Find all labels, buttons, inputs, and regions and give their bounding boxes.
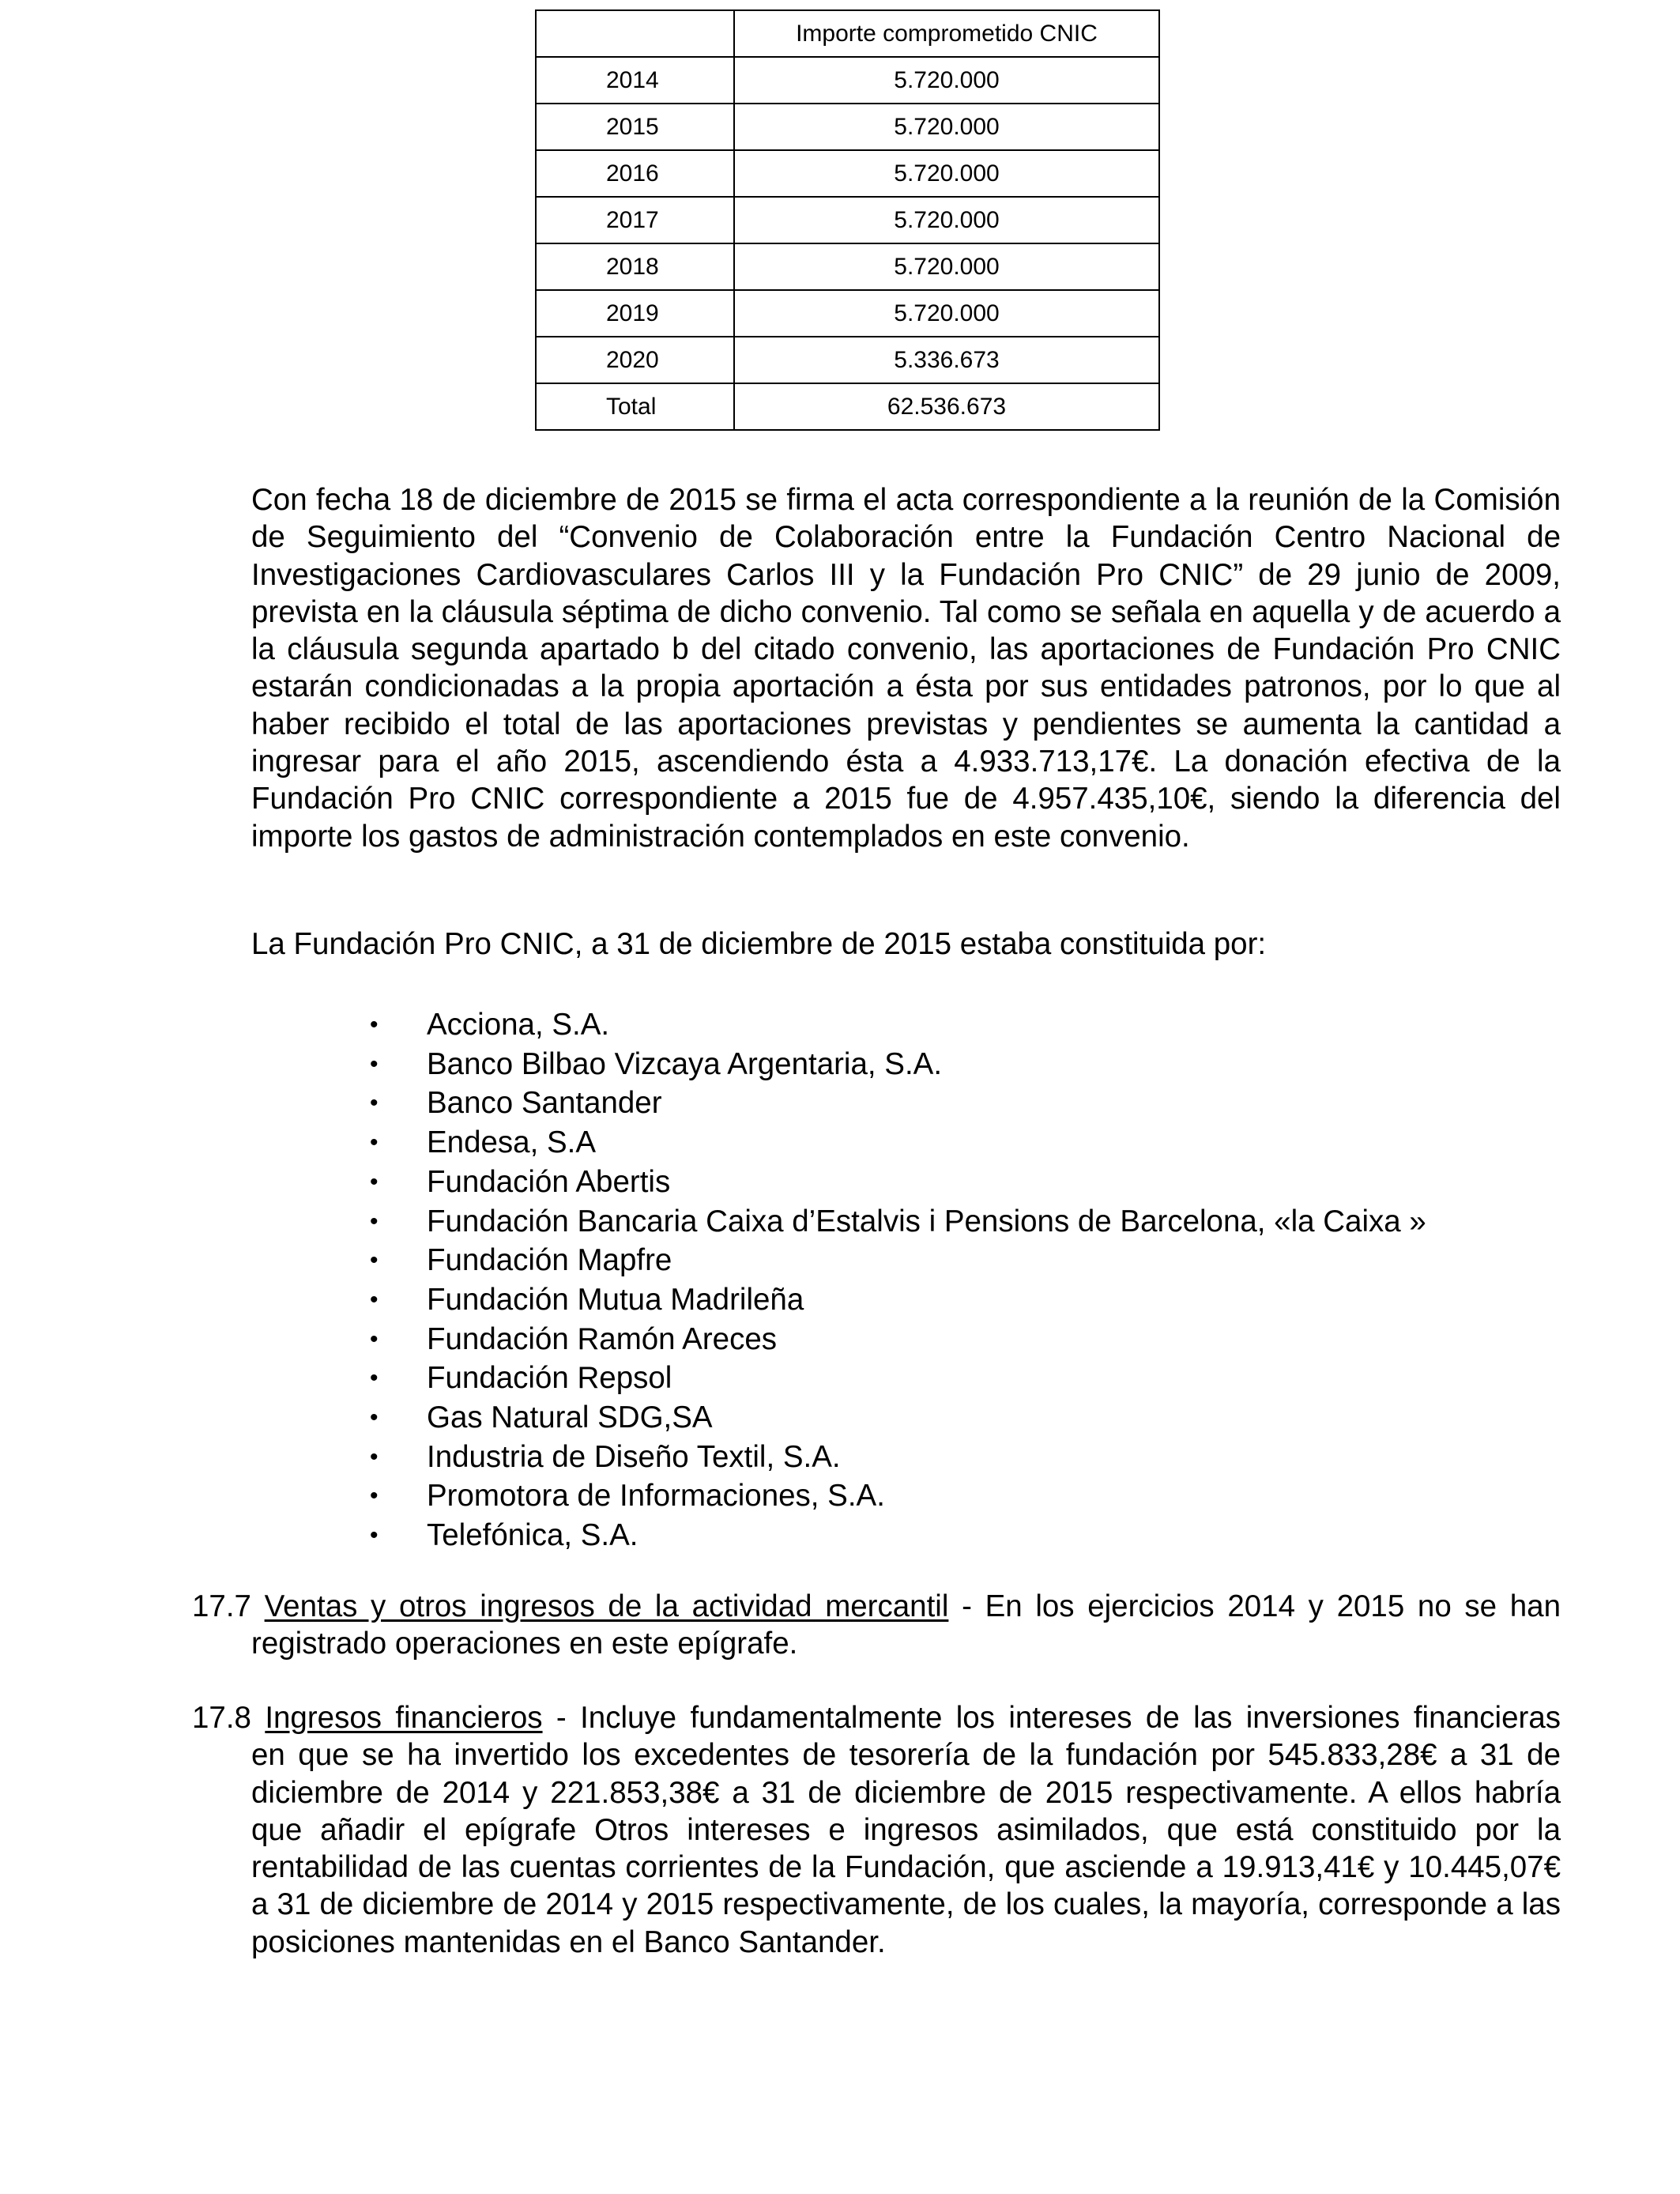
table-row bbox=[536, 337, 1159, 383]
list-item bbox=[0, 1438, 1426, 1477]
bullet-icon: • bbox=[370, 1404, 379, 1431]
list-item bbox=[0, 1202, 1426, 1242]
patron-name: Fundación Abertis bbox=[427, 1164, 671, 1199]
patron-name: Fundación Mutua Madrileña bbox=[427, 1282, 804, 1317]
table-cell-year: 2019 bbox=[536, 290, 734, 337]
patron-name: Industria de Diseño Textil, S.A. bbox=[427, 1439, 841, 1474]
bullet-icon: • bbox=[370, 1443, 379, 1470]
table-cell-amount: 5.720.000 bbox=[734, 150, 1159, 197]
patron-name: Fundación Bancaria Caixa d’Estalvis i Pensions de Barcelona, «la Caixa » bbox=[427, 1204, 1426, 1238]
patron-name: Fundación Repsol bbox=[427, 1361, 672, 1396]
patron-name: Fundación Ramón Areces bbox=[427, 1321, 777, 1356]
table-cell-amount: 5.720.000 bbox=[734, 57, 1159, 104]
table-row bbox=[536, 243, 1159, 290]
bullet-icon: • bbox=[370, 1090, 379, 1117]
bullet-icon: • bbox=[370, 1050, 379, 1077]
list-item bbox=[0, 1280, 1426, 1320]
bullet-icon: • bbox=[370, 1325, 379, 1352]
list-item bbox=[0, 1320, 1426, 1359]
section-heading: Ingresos financieros bbox=[265, 1701, 543, 1735]
list-item bbox=[0, 1398, 1426, 1438]
list-item bbox=[0, 1005, 1426, 1045]
table-cell-amount: 5.720.000 bbox=[734, 243, 1159, 290]
table-header-cell-amount: Importe comprometido CNIC bbox=[734, 10, 1159, 57]
section-body: en que se ha invertido los excedentes de tesorería de la fundación por 545.833,28€ a 31 de diciembre de 2014 y 221.853,38€ a 31 de diciembre de 2015 respectivamente. A ellos habría que añadir el epígrafe Otros intereses e ingresos asimilados, que está constituido por la rentabilidad de las cuentas corrientes de la Fundación, que asciende a 19.913,41€ y 10.445,07€ a 31 de diciembre de 2014 y 2015 respectivamente, de los cuales, la mayoría, corresponde a las posiciones mantenidas en el Banco Santander. bbox=[251, 1738, 1561, 1959]
table-header-cell-empty bbox=[536, 10, 734, 57]
patron-name: Acciona, S.A. bbox=[427, 1008, 610, 1042]
bullet-icon: • bbox=[370, 1483, 379, 1510]
bullet-icon: • bbox=[370, 1208, 379, 1235]
table-cell-total-label: Total bbox=[536, 383, 734, 430]
patron-name: Endesa, S.A bbox=[427, 1125, 597, 1160]
table-row bbox=[536, 150, 1159, 197]
bullet-icon: • bbox=[370, 1286, 379, 1313]
section-17-7 bbox=[192, 1588, 1561, 1663]
table-cell-year: 2020 bbox=[536, 337, 734, 383]
table-cell-amount: 5.336.673 bbox=[734, 337, 1159, 383]
section-number: 17.8 bbox=[192, 1701, 251, 1735]
paragraph-patronos-intro: La Fundación Pro CNIC, a 31 de diciembre de 2015 estaba constituida por: bbox=[251, 927, 1267, 961]
list-item bbox=[0, 1359, 1426, 1398]
bullet-icon: • bbox=[370, 1365, 379, 1392]
patron-name: Promotora de Informaciones, S.A. bbox=[427, 1479, 885, 1514]
list-item bbox=[0, 1516, 1426, 1555]
table-cell-amount: 5.720.000 bbox=[734, 104, 1159, 150]
list-item bbox=[0, 1045, 1426, 1084]
patron-name: Gas Natural SDG,SA bbox=[427, 1400, 713, 1435]
cnic-commitment-table bbox=[535, 9, 1160, 431]
section-lead-text: - En los ejercicios 2014 y 2015 no se han bbox=[948, 1589, 1561, 1623]
table-row bbox=[536, 104, 1159, 150]
table-cell-year: 2017 bbox=[536, 197, 734, 243]
section-17-8 bbox=[192, 1699, 1561, 1961]
table-cell-year: 2015 bbox=[536, 104, 734, 150]
bullet-icon: • bbox=[370, 1522, 379, 1549]
table-header-row bbox=[536, 10, 1159, 57]
list-item bbox=[0, 1163, 1426, 1202]
table-cell-year: 2018 bbox=[536, 243, 734, 290]
patron-list bbox=[0, 1005, 1426, 1555]
paragraph-acta-seguimiento: Con fecha 18 de diciembre de 2015 se firma el acta correspondiente a la reunión de la Comisión de Seguimiento del “Convenio de Colaboración entre la Fundación Centro Nacional de Investigaciones Cardiovasculares Carlos III y la Fundación Pro CNIC” de 29 junio de 2009, prevista en la cláusula séptima de dicho convenio. Tal como se señala en aquella y de acuerdo a la cláusula segunda apartado b del citado convenio, las aportaciones de Fundación Pro CNIC estarán condicionadas a la propia aportación a ésta por sus entidades patronos, por lo que al haber recibido el total de las aportaciones previstas y pendientes se aumenta la cantidad a ingresar para el año 2015, ascendiendo ésta a 4.933.713,17€. La donación efectiva de la Fundación Pro CNIC correspondiente a 2015 fue de 4.957.435,10€, siendo la diferencia del importe los gastos de administración contemplados en este convenio. bbox=[251, 483, 1561, 854]
section-number: 17.7 bbox=[192, 1589, 251, 1623]
table-cell-year: 2014 bbox=[536, 57, 734, 104]
table-total-row bbox=[536, 383, 1159, 430]
list-item bbox=[0, 1241, 1426, 1280]
table-cell-amount: 5.720.000 bbox=[734, 290, 1159, 337]
list-item bbox=[0, 1123, 1426, 1163]
section-lead-text: - Incluye fundamentalmente los intereses de las inversiones financieras bbox=[542, 1701, 1561, 1735]
table-cell-year: 2016 bbox=[536, 150, 734, 197]
section-body: registrado operaciones en este epígrafe. bbox=[251, 1627, 798, 1661]
table-row bbox=[536, 290, 1159, 337]
patron-name: Banco Santander bbox=[427, 1086, 662, 1121]
section-17-7-first-line bbox=[192, 1588, 1561, 1625]
list-item bbox=[0, 1476, 1426, 1516]
patron-name: Banco Bilbao Vizcaya Argentaria, S.A. bbox=[427, 1046, 943, 1081]
list-item bbox=[0, 1084, 1426, 1123]
bullet-icon: • bbox=[370, 1129, 379, 1156]
bullet-icon: • bbox=[370, 1168, 379, 1195]
table-row bbox=[536, 57, 1159, 104]
patron-name: Fundación Mapfre bbox=[427, 1243, 672, 1278]
section-17-8-first-line bbox=[192, 1699, 1561, 1736]
table-row bbox=[536, 197, 1159, 243]
table-cell-total-amount: 62.536.673 bbox=[734, 383, 1159, 430]
table-cell-amount: 5.720.000 bbox=[734, 197, 1159, 243]
bullet-icon: • bbox=[370, 1247, 379, 1274]
patron-name: Telefónica, S.A. bbox=[427, 1518, 638, 1553]
bullet-icon: • bbox=[370, 1012, 379, 1038]
section-heading: Ventas y otros ingresos de la actividad mercantil bbox=[264, 1589, 949, 1623]
